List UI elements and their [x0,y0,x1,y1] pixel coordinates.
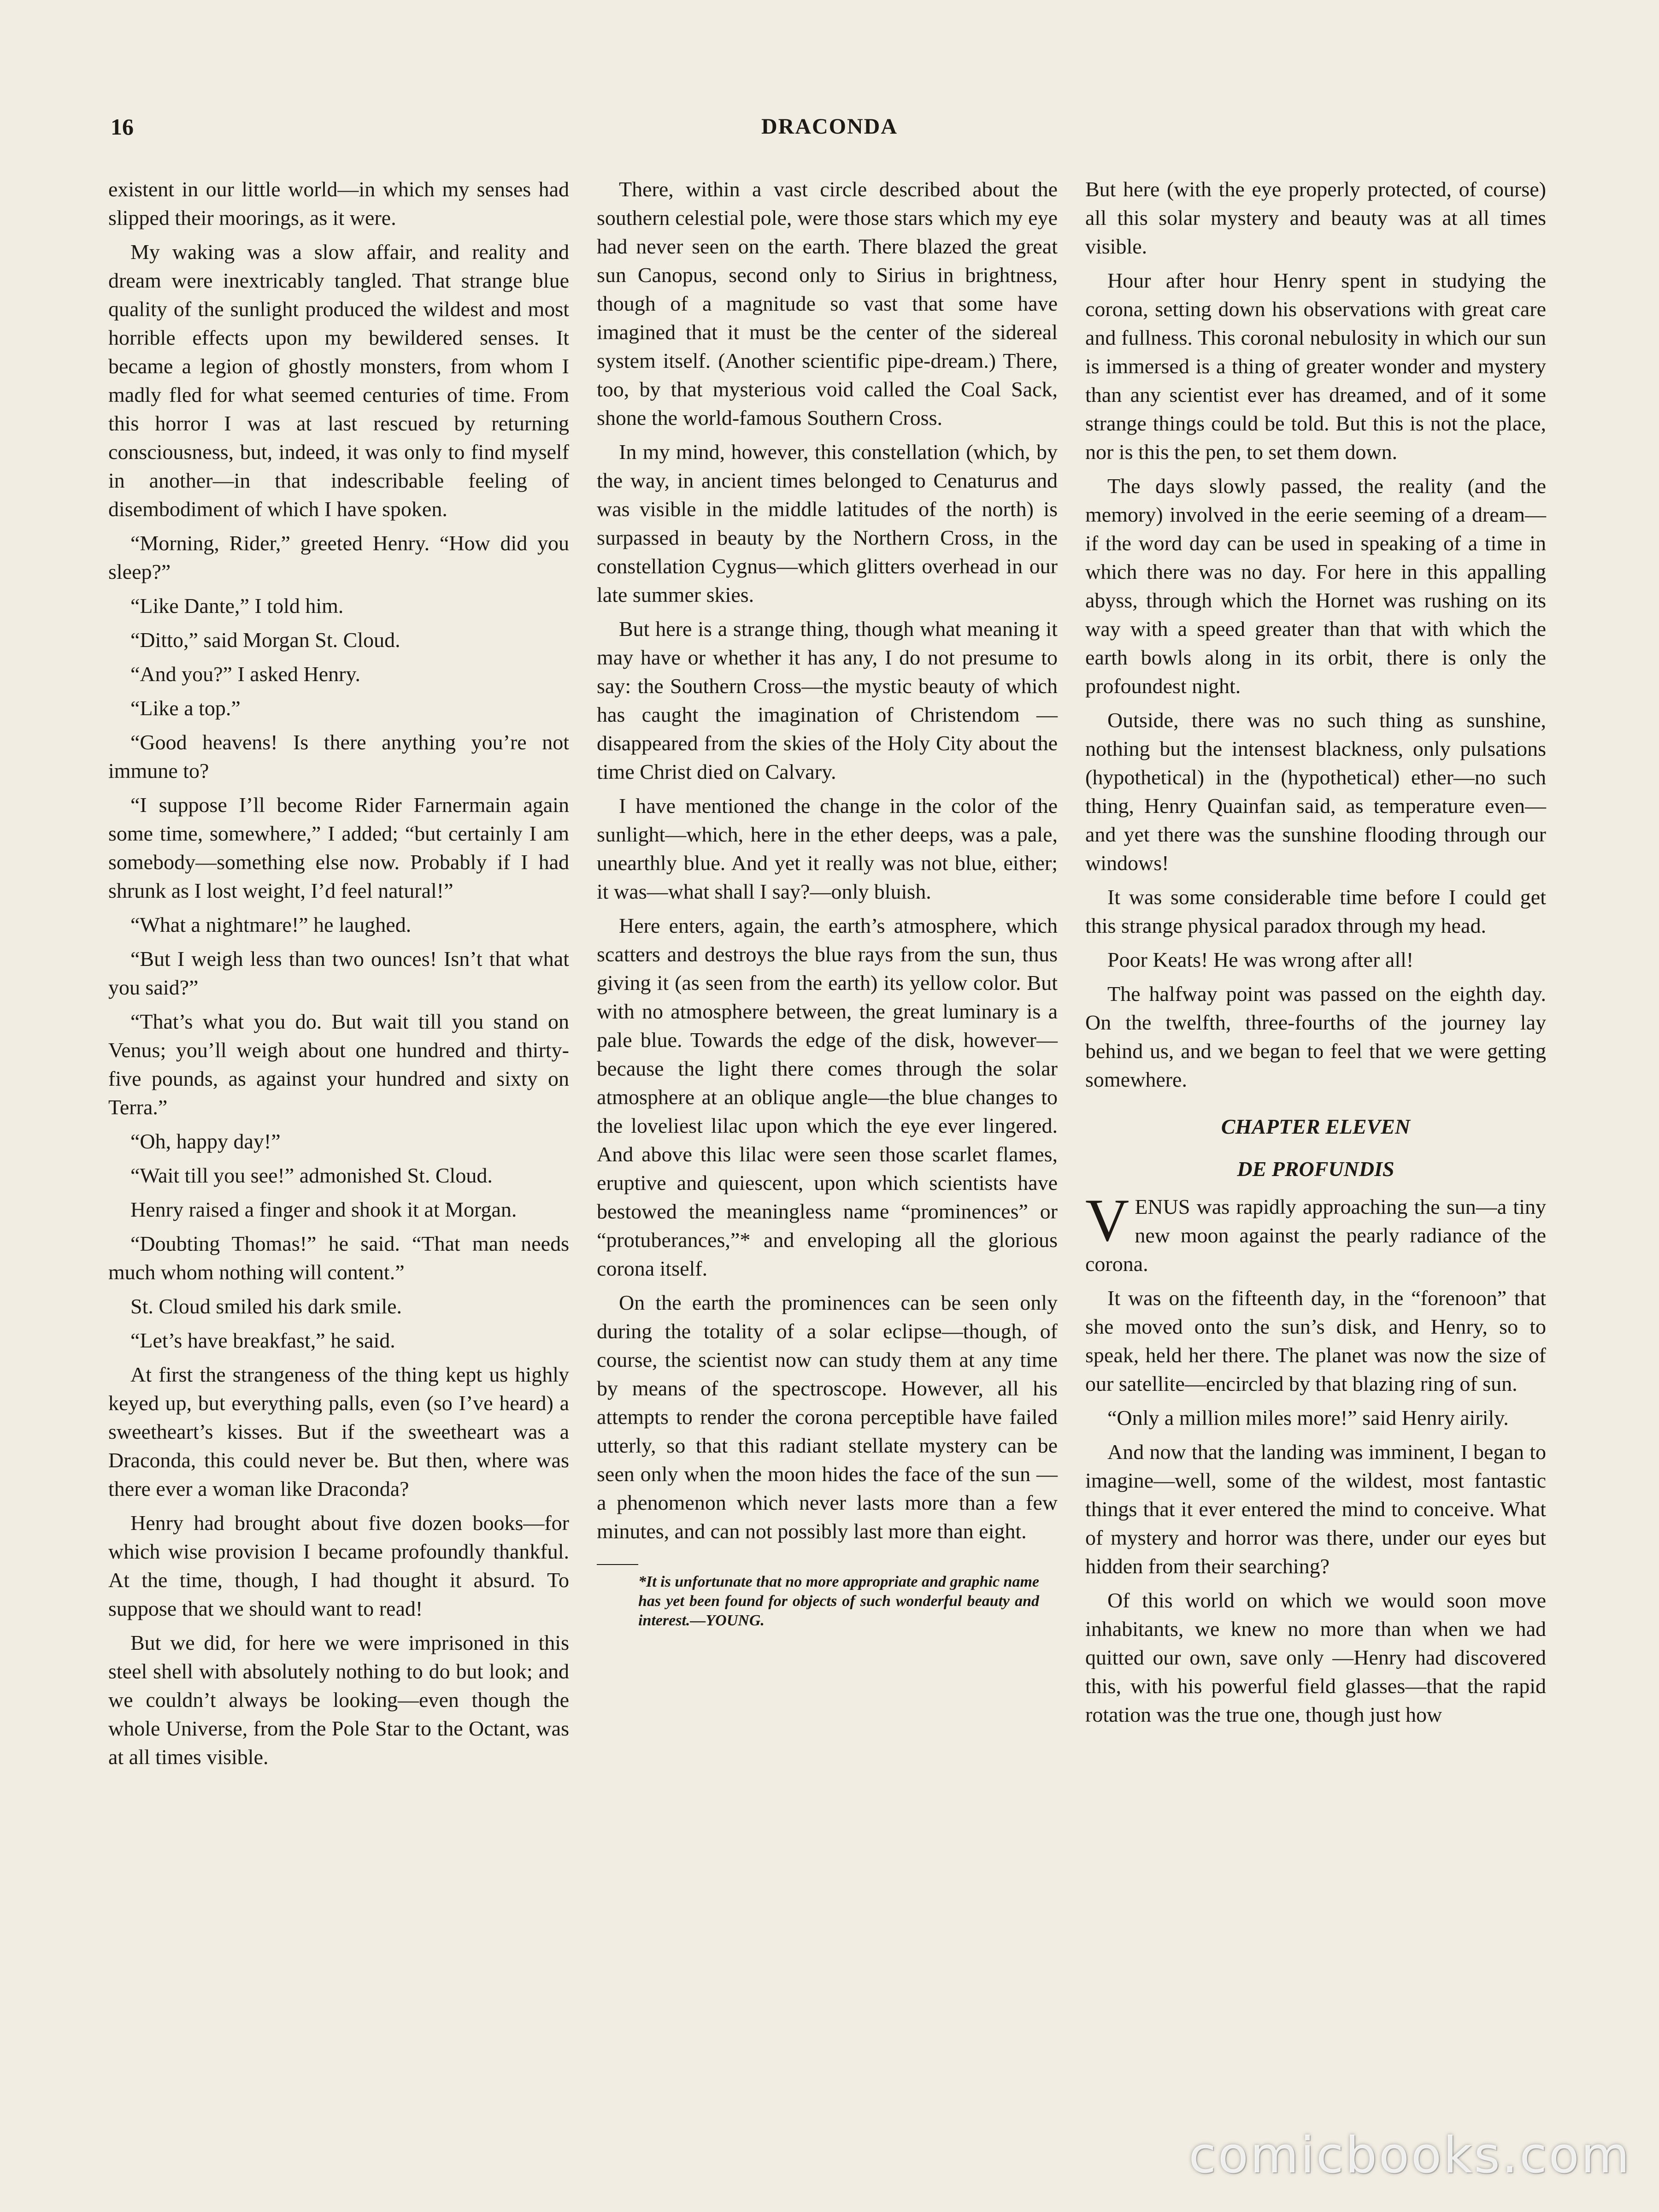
footnote: *It is unfortunate that no more appropriate and graphic name has yet been found for objects of such wonderful beauty and interest.—YOUNG. [638,1573,1039,1629]
paragraph: Poor Keats! He was wrong after all! [1107,948,1414,971]
paragraph: On the earth the prominences can be seen only during the totality of a solar eclipse—though, of course, the scientist now can study them at any time by means of the spectroscope. However, all his attempts to render the corona perceptible have failed utterly, so that this radiant stellate mystery can be seen only when the moon hides the face of the sun —a phenomenon which never lasts more than a few minutes, and can not possibly last more than eight. [597,1291,1058,1543]
paragraph: existent in our little world—in which my senses had slipped their moorings, as it were. [108,177,569,229]
paragraph: And now that the landing was imminent, I began to imagine—well, some of the wildest, most fantastic things that it ever entered the mind to conceive. What of mystery and horror was there, under our eyes but hidden from their searching? [1085,1440,1546,1578]
paragraph: Hour after hour Henry spent in studying the corona, setting down his observations with great care and fullness. This coronal nebulosity in which our sun is immersed is a thing of greater wonder and mystery than any scientist ever has dreamed, and of it some strange things could be told. But this is not the place, nor is this the pen, to set them down. [1085,269,1546,464]
paragraph: But we did, for here we were imprisoned in this steel shell with absolutely nothing to do but look; and we couldn’t always be looking—even though the whole Universe, from the Pole Star to the Octant, was at all times visible. [108,1631,569,1769]
paragraph: My waking was a slow affair, and reality and dream were inextricably tangled. That strange blue quality of the sunlight produced the wildest and most horrible effects upon my bewildered senses. It became a legion of ghostly monsters, from whom I madly fled for what seemed centuries of time. From this horror I was at last rescued by returning consciousness, but, indeed, it was only to find myself in another—in that indescribable feeling of disembodiment of which I have spoken. [108,240,569,521]
paragraph: “Wait till you see!” admonished St. Cloud. [130,1164,493,1187]
chapter-title: DE PROFUNDIS [1237,1157,1394,1181]
paragraph: I have mentioned the change in the color of the sunlight—which, here in the ether deeps, was a pale, unearthly blue. And yet it really was not blue, either; it was—what shall I say?—only bluish. [597,794,1058,903]
paragraph: “Like Dante,” I told him. [130,594,344,618]
column-1 [108,175,569,1777]
paragraph: Outside, there was no such thing as sunshine, nothing but the intensest blackness, only pulsations (hypothetical) in the (hypothetical) ether—no such thing, Henry Quainfan said, as temperature even—and yet there was the sunshine flooding through our windows! [1085,708,1546,875]
paragraph: “Oh, happy day!” [130,1130,281,1153]
paragraph: Here enters, again, the earth’s atmosphere, which scatters and destroys the blue rays from the sun, thus giving it (as seen from the earth) its yellow color. But with no atmosphere between, the great luminary is a pale blue. Towards the edge of the disk, however—because the light there comes through the solar atmosphere at an oblique angle—the blue changes to the loveliest lilac upon which the eye ever lingered. And above this lilac were seen those scarlet flames, eruptive and quiescent, upon which scientists have bestowed the meaningless name “prominences” or “protuberances,”* and enveloping all the glorious corona itself. [597,914,1058,1280]
paragraph: The days slowly passed, the reality (and the memory) involved in the eerie seeming of a dream—if the word day can be used in speaking of a time in which there was no day. For here in this appalling abyss, through which the Hornet was rushing on its way with a speed greater than that with which the earth bowls along in its orbit, there is only the profoundest night. [1085,474,1546,698]
paragraph: “And you?” I asked Henry. [130,662,360,686]
paragraph: “Let’s have breakfast,” he said. [130,1329,395,1352]
paragraph: But here is a strange thing, though what meaning it may have or whether it has any, I do not presume to say: the Southern Cross—the mystic beauty of which has caught the imagination of Christendom — disappeared from the skies of the Holy City about the time Christ died on Calvary. [597,617,1058,783]
paragraph: “Morning, Rider,” greeted Henry. “How did you sleep?” [108,531,569,583]
chapter-heading: CHAPTER ELEVEN [1221,1115,1411,1138]
paragraph: Henry raised a finger and shook it at Morgan. [130,1198,517,1221]
running-title: DRACONDA [761,114,898,139]
column-2 [597,175,1058,1630]
paragraph: But here (with the eye properly protected, of course) all this solar mystery and beauty was at all times visible. [1085,177,1546,258]
paragraph: “What a nightmare!” he laughed. [130,913,412,936]
footnote-rule [597,1564,638,1565]
drop-cap: V [1085,1186,1130,1254]
paragraph: “Doubting Thomas!” he said. “That man needs much whom nothing will content.” [108,1232,569,1284]
paragraph: “That’s what you do. But wait till you stand on Venus; you’ll weigh about one hundred and thirty-five pounds, as against your hundred and sixty on Terra.” [108,1010,569,1119]
paragraph: It was on the fifteenth day, in the “forenoon” that she moved onto the sun’s disk, and Henry, so to speak, held her there. The planet was now the size of our satellite—encircled by that blazing ring of sun. [1085,1286,1546,1395]
paragraph: At first the strangeness of the thing kept us highly keyed up, but everything palls, even (so I’ve heard) a sweetheart’s kisses. But if the sweetheart was a Draconda, this could never be. But then, where was there ever a woman like Draconda? [108,1363,569,1500]
paragraph: “But I weigh less than two ounces! Isn’t that what you said?” [108,947,569,999]
chapter-opening-paragraph [1085,1186,1546,1278]
paragraph: Of this world on which we would soon move inhabitants, we knew no more than when we had quitted our own, save only —Henry had discovered this, with his powerful field glasses—that the rapid rotation was the true one, though just how [1085,1588,1546,1726]
paragraph: “Good heavens! Is there anything you’re not immune to? [108,730,569,782]
watermark: comicbooks.com [1188,2127,1631,2184]
paragraph: The halfway point was passed on the eighth day. On the twelfth, three-fourths of the journey lay behind us, and we began to feel that we were getting somewhere. [1085,982,1546,1091]
paragraph: “Like a top.” [130,696,241,720]
paragraph: Henry had brought about five dozen books—for which wise provision I became profoundly thankful. At the time, though, I had thought it absurd. To suppose that we should want to read! [108,1511,569,1620]
column-3 [1085,175,1546,1735]
paragraph: “I suppose I’ll become Rider Farnermain again some time, somewhere,” I added; “but certainly I am somebody—something else now. Probably if I had shrunk as I lost weight, I’d feel natural!” [108,793,569,902]
paragraph: In my mind, however, this constellation (which, by the way, in ancient times belonged to Cenaturus and was visible in the middle latitudes of the north) is surpassed in beauty by the Northern Cross, in the constellation Cygnus—which glitters overhead in our late summer skies. [597,440,1058,606]
paragraph: “Ditto,” said Morgan St. Cloud. [130,628,400,652]
paragraph: “Only a million miles more!” said Henry airily. [1107,1406,1509,1430]
paragraph: There, within a vast circle described about the southern celestial pole, were those stars which my eye had never seen on the earth. There blazed the great sun Canopus, second only to Sirius in brightness, though of a magnitude so vast that some have imagined that it must be the center of the sidereal system itself. (Another scientific pipe-dream.) There, too, by that mysterious void called the Coal Sack, shone the world-famous Southern Cross. [597,177,1058,429]
page-number: 16 [111,114,134,140]
page-header [111,111,1548,152]
chapter-opening-text: ENUS was rapidly approaching the sun—a tiny new moon against the pearly radiance of the corona. [1085,1195,1546,1276]
paragraph: St. Cloud smiled his dark smile. [130,1294,402,1318]
paragraph: It was some considerable time before I could get this strange physical paradox through my head. [1085,885,1546,937]
